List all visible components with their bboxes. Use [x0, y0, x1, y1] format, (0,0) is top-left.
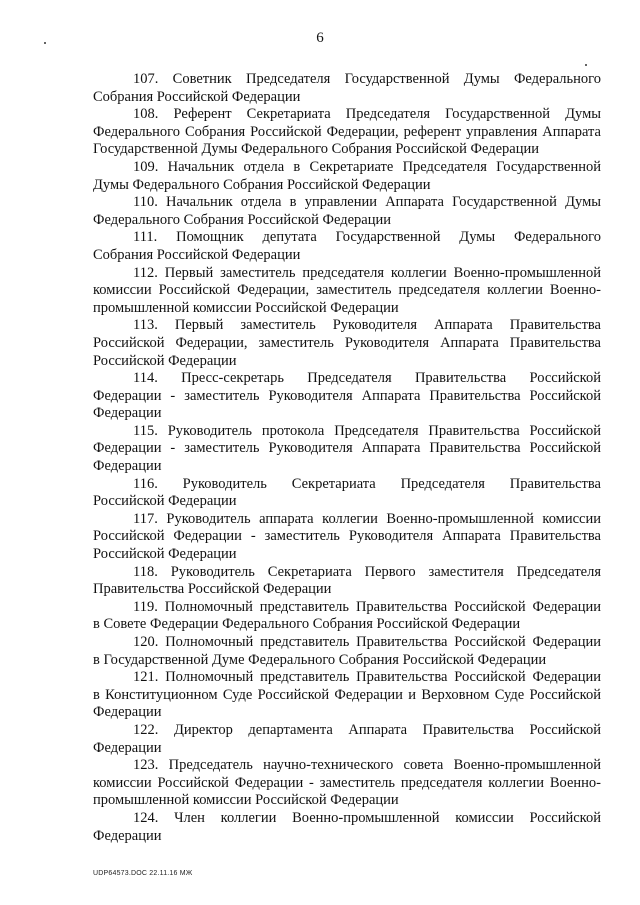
list-item-line: Федерации	[93, 405, 162, 422]
list-item-line: Правительства Российской Федерации	[93, 581, 332, 598]
list-item-first-line: 119. Полномочный представитель Правительства Российской Федерации	[133, 598, 601, 615]
document-body	[93, 71, 601, 845]
list-item-line: Федерального Собрания Российской Федерации	[93, 211, 392, 228]
list-item-first-line: 108. Референт Секретариата Председателя Государственной Думы	[133, 106, 601, 123]
list-item-line: Российской Федерации	[93, 493, 237, 510]
list-item	[93, 317, 601, 370]
list-item-line: Федерального Собрания Российской Федерации, референт управления Аппарата	[93, 123, 601, 140]
list-item-line: Федерации	[93, 739, 162, 756]
list-item-first-line: 107. Советник Председателя Государственной Думы Федерального	[133, 71, 601, 87]
list-item-first-line: 113. Первый заместитель Руководителя Аппарата Правительства	[133, 317, 601, 334]
scan-speck	[44, 42, 46, 44]
list-item-line: Собрания Российской Федерации	[93, 88, 301, 105]
list-item-line: промышленной комиссии Российской Федерации	[93, 299, 399, 316]
list-item-first-line: 115. Руководитель протокола Председателя Правительства Российской	[133, 422, 601, 439]
list-item-first-line: 116. Руководитель Секретариата Председателя Правительства	[133, 475, 601, 492]
list-item-line: Российской Федерации, заместитель Руководителя Аппарата Правительства	[93, 334, 601, 351]
list-item-first-line: 109. Начальник отдела в Секретариате Председателя Государственной	[133, 158, 601, 175]
list-item-line: Российской Федерации	[93, 352, 237, 369]
list-item-line: Федерации	[93, 704, 162, 721]
list-item-line: Собрания Российской Федерации	[93, 246, 301, 263]
list-item	[93, 265, 601, 318]
list-item-line: Федерации - заместитель Руководителя Аппарата Правительства Российской	[93, 387, 601, 404]
list-item-line: промышленной комиссии Российской Федерации	[93, 792, 399, 809]
list-item-first-line: 120. Полномочный представитель Правительства Российской Федерации	[133, 634, 601, 650]
list-item-line: Российской Федерации	[93, 546, 237, 563]
list-item	[93, 370, 601, 423]
list-item-line: комиссии Российской Федерации - заместитель председателя коллегии Военно-	[93, 774, 601, 791]
scan-speck	[585, 64, 587, 66]
list-item-first-line: 118. Руководитель Секретариата Первого заместителя Председателя	[133, 563, 601, 580]
list-item	[93, 159, 601, 194]
list-item-line: Федерации	[93, 458, 162, 475]
list-item-line: в Совете Федерации Федерального Собрания Российской Федерации	[93, 616, 521, 633]
list-item-first-line: 117. Руководитель аппарата коллегии Военно-промышленной комиссии	[133, 510, 601, 527]
list-item-line: Федерации	[93, 827, 162, 844]
list-item-first-line: 111. Помощник депутата Государственной Думы Федерального	[133, 229, 601, 246]
list-item	[93, 757, 601, 810]
list-item	[93, 599, 601, 634]
list-item	[93, 423, 601, 476]
list-item	[93, 722, 601, 757]
list-item	[93, 194, 601, 229]
list-item-line: Государственной Думы Федерального Собрания Российской Федерации	[93, 141, 539, 158]
list-item-line: в Конституционном Суде Российской Федерации и Верховном Суде Российской	[93, 686, 601, 703]
list-item-first-line: 114. Пресс-секретарь Председателя Правительства Российской	[133, 370, 601, 387]
list-item	[93, 669, 601, 722]
list-item	[93, 71, 601, 106]
list-item-line: Думы Федерального Собрания Российской Федерации	[93, 176, 431, 193]
list-item	[93, 511, 601, 564]
list-item	[93, 106, 601, 159]
list-item-line: комиссии Российской Федерации, заместитель председателя коллегии Военно-	[93, 282, 601, 299]
list-item-first-line: 112. Первый заместитель председателя коллегии Военно-промышленной	[133, 264, 601, 281]
list-item-first-line: 122. Директор департамента Аппарата Правительства Российской	[133, 721, 601, 738]
list-item-first-line: 124. Член коллегии Военно-промышленной комиссии Российской	[133, 809, 601, 826]
list-item-line: Федерации - заместитель Руководителя Аппарата Правительства Российской	[93, 440, 601, 457]
list-item	[93, 810, 601, 845]
list-item	[93, 476, 601, 511]
list-item-first-line: 121. Полномочный представитель Правительства Российской Федерации	[133, 669, 601, 686]
list-item-first-line: 123. Председатель научно-технического совета Военно-промышленной	[133, 757, 601, 774]
list-item	[93, 229, 601, 264]
list-item	[93, 564, 601, 599]
list-item-line: в Государственной Думе Федерального Собрания Российской Федерации	[93, 651, 547, 668]
document-footer: UDP64573.DOC 22.11.16 МЖ	[93, 870, 193, 877]
list-item	[93, 634, 601, 669]
list-item-first-line: 110. Начальник отдела в управлении Аппарата Государственной Думы	[133, 194, 601, 211]
list-item-line: Российской Федерации - заместитель Руководителя Аппарата Правительства	[93, 528, 601, 545]
page-number: 6	[316, 30, 324, 46]
